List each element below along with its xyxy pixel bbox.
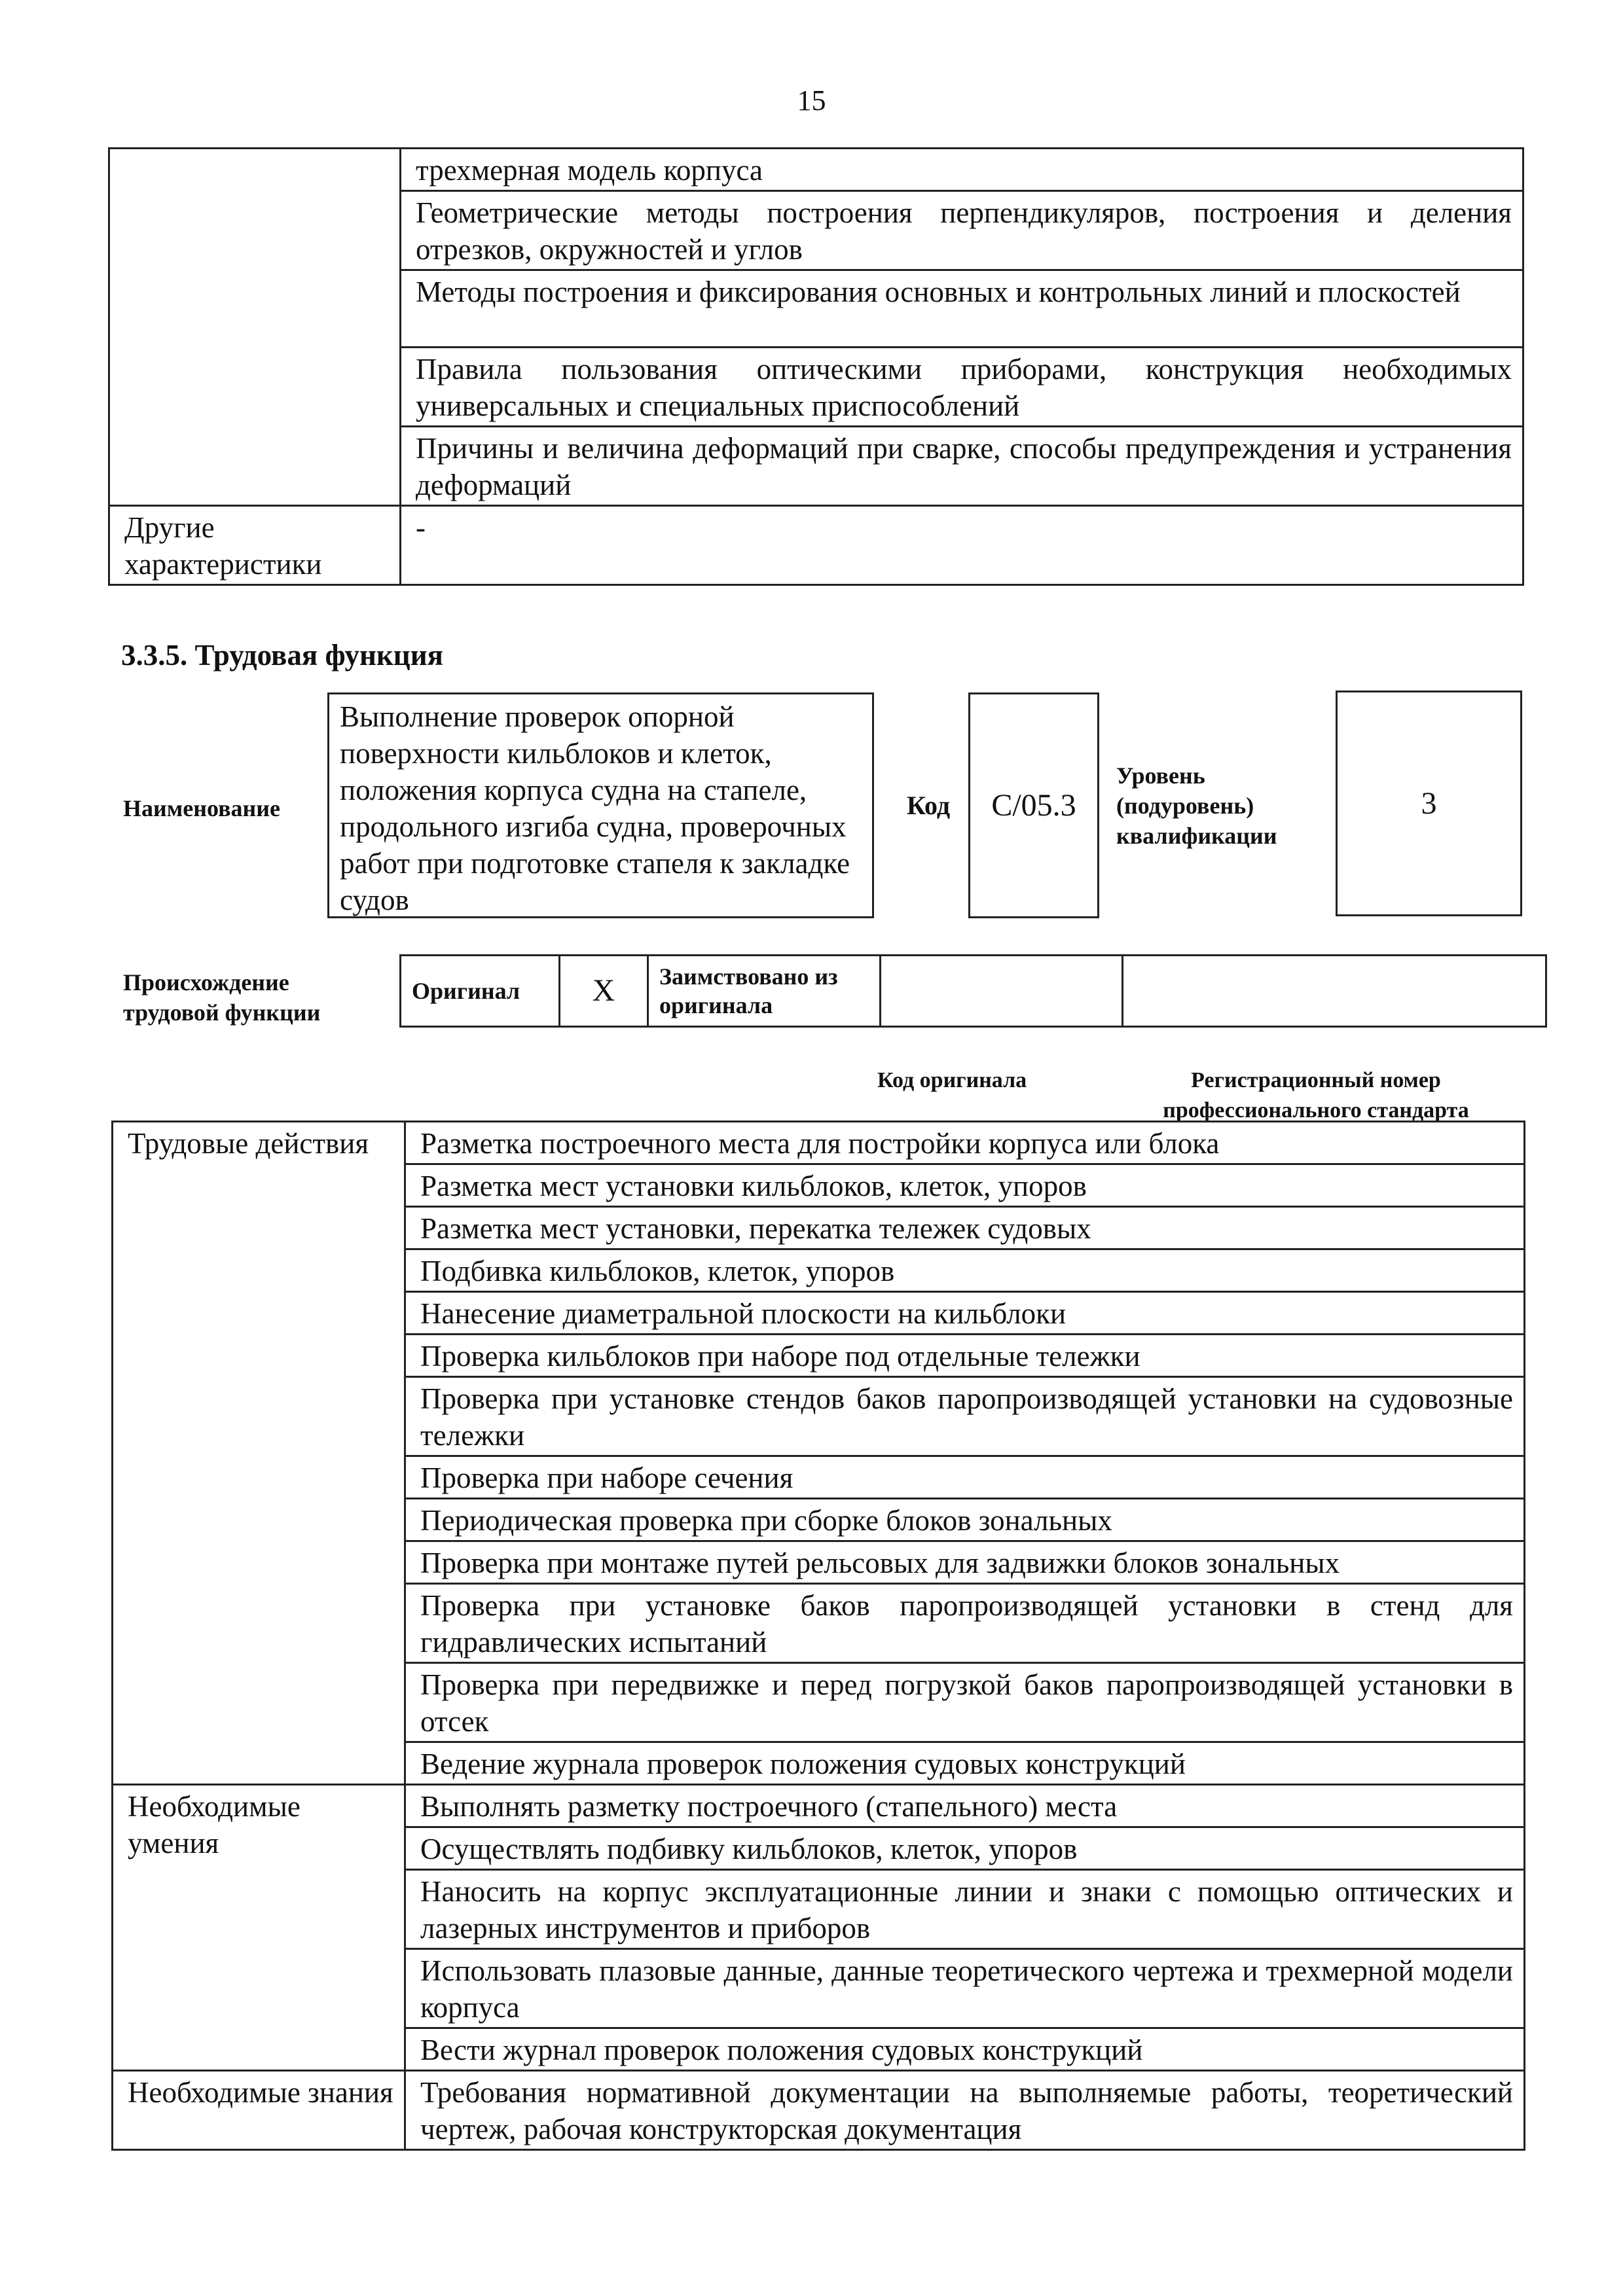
- table-row: Проверка при наборе сечения: [405, 1456, 1525, 1499]
- other-characteristics-label: Другие характеристики: [109, 506, 401, 585]
- main-table: [111, 1121, 1525, 2151]
- code-caption: Код оригинала: [877, 1068, 1027, 1092]
- table-row: Использовать плазовые данные, данные теоретического чертежа и трехмерной модели корпуса: [405, 1949, 1525, 2028]
- table-row: Проверка при установке стендов баков паропроизводящей установки на судовозные тележки: [405, 1377, 1525, 1456]
- original-label: Оригинал: [401, 956, 560, 1027]
- table-row: Разметка мест установки, перекатка тележек судовых: [405, 1207, 1525, 1249]
- table-row: Проверка при монтаже путей рельсовых для задвижки блоков зональных: [405, 1541, 1525, 1584]
- table-row: Требования нормативной документации на выполняемые работы, теоретический чертеж, рабочая конструкторская документация: [405, 2071, 1525, 2150]
- borrowed-label: Заимствовано из оригинала: [648, 956, 881, 1027]
- origin-label: Происхождение трудовой функции: [123, 969, 321, 1026]
- code-label: Код: [907, 791, 951, 820]
- original-code-cell: [881, 956, 1123, 1027]
- function-name-box: [327, 692, 874, 918]
- table-row: Разметка построечного места для постройки корпуса или блока: [405, 1122, 1525, 1164]
- registration-number-cell: [1123, 956, 1546, 1027]
- level-value: 3: [1421, 786, 1437, 821]
- level-label: Уровень (подуровень) квалификации: [1116, 762, 1277, 849]
- table-row: Разметка мест установки кильблоков, клеток, упоров: [405, 1164, 1525, 1207]
- table-row: Проверка при установке баков паропроизводящей установки в стенд для гидравлических испытаний: [405, 1584, 1525, 1663]
- registration-caption: Регистрационный номер профессионального стандарта: [1163, 1068, 1469, 1122]
- table-row: Ведение журнала проверок положения судовых конструкций: [405, 1742, 1525, 1785]
- original-mark: X: [560, 956, 648, 1027]
- origin-table: [399, 954, 1547, 1028]
- table-row: Методы построения и фиксирования основных и контрольных линий и плоскостей: [401, 270, 1523, 348]
- table-row: Периодическая проверка при сборке блоков зональных: [405, 1499, 1525, 1541]
- function-name-value: Выполнение проверок опорной поверхности кильблоков и клеток, положения корпуса судна на стапеле, продольного изгиба судна, проверочных работ при подготовке стапеля к закладке судов: [340, 700, 850, 916]
- table-row: Подбивка кильблоков, клеток, упоров: [405, 1249, 1525, 1292]
- table-row: трехмерная модель корпуса: [401, 149, 1523, 191]
- top-table: [108, 147, 1524, 586]
- table-row: Причины и величина деформаций при сварке, способы предупреждения и устранения деформаций: [401, 427, 1523, 506]
- top-table-empty-cell: [109, 149, 401, 506]
- name-label: Наименование: [123, 795, 280, 821]
- table-row: Вести журнал проверок положения судовых конструкций: [405, 2028, 1525, 2071]
- other-characteristics-value: -: [401, 506, 1523, 585]
- labor-actions-label: Трудовые действия: [113, 1122, 405, 1785]
- table-row: Нанесение диаметральной плоскости на кильблоки: [405, 1292, 1525, 1335]
- table-row: Выполнять разметку построечного (стапельного) места: [405, 1785, 1525, 1827]
- table-row: Правила пользования оптическими приборами, конструкция необходимых универсальных и специальных приспособлений: [401, 348, 1523, 427]
- knowledge-label: Необходимые знания: [113, 2071, 405, 2150]
- table-row: Осуществлять подбивку кильблоков, клеток, упоров: [405, 1827, 1525, 1870]
- level-box: [1336, 691, 1522, 916]
- table-row: Наносить на корпус эксплуатационные линии и знаки с помощью оптических и лазерных инструментов и приборов: [405, 1870, 1525, 1949]
- table-row: Проверка кильблоков при наборе под отдельные тележки: [405, 1335, 1525, 1377]
- skills-label: Необходимые умения: [113, 1785, 405, 2071]
- code-box: [968, 692, 1099, 918]
- page-number: 15: [797, 84, 826, 117]
- code-value: С/05.3: [991, 788, 1076, 823]
- table-row: Геометрические методы построения перпендикуляров, построения и деления отрезков, окружностей и углов: [401, 191, 1523, 270]
- table-row: Проверка при передвижке и перед погрузкой баков паропроизводящей установки в отсек: [405, 1663, 1525, 1742]
- section-title: 3.3.5. Трудовая функция: [121, 639, 444, 672]
